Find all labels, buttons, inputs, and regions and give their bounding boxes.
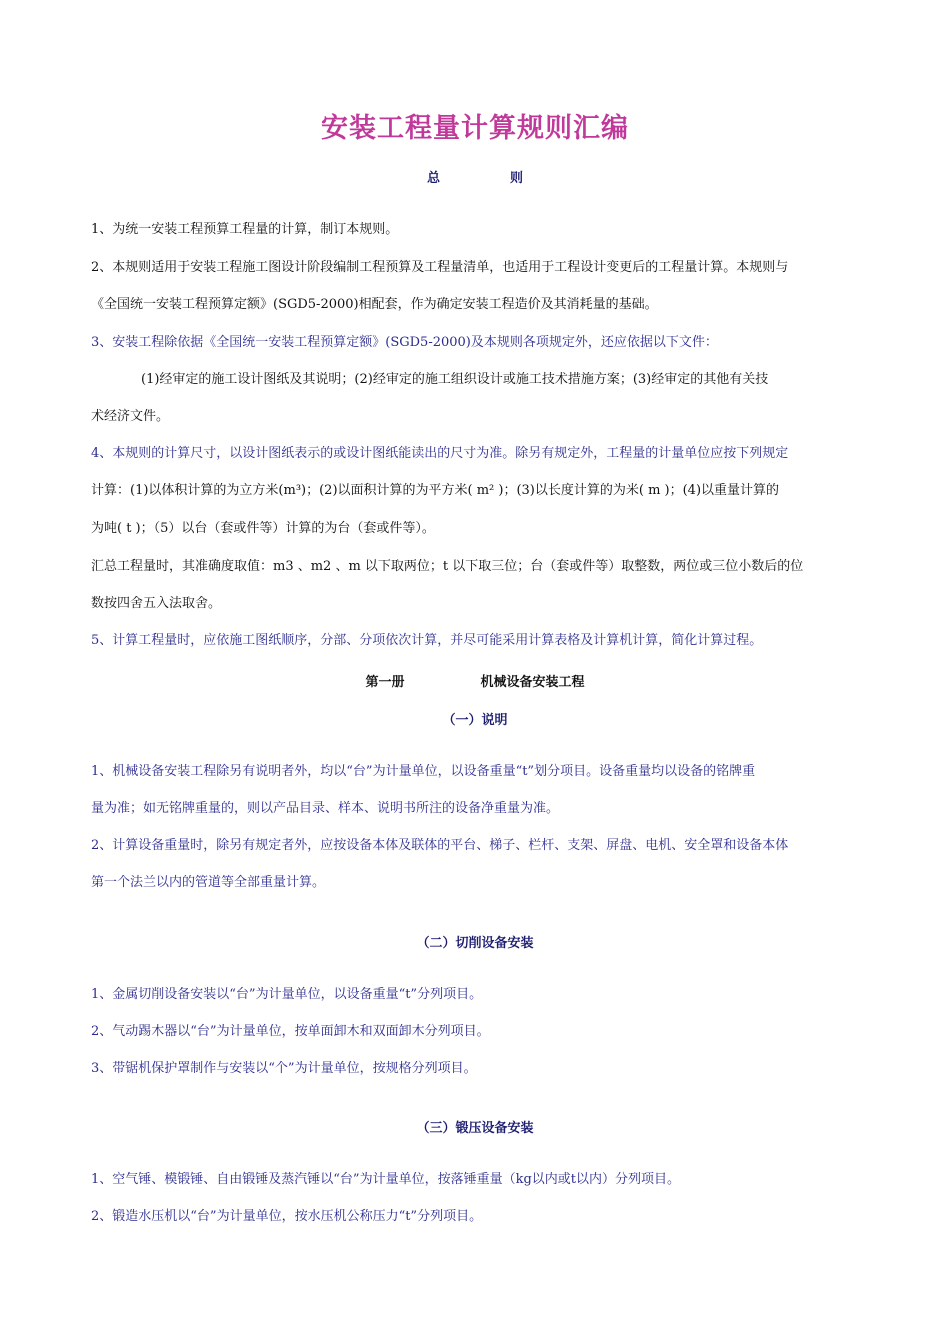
volume1-heading-left: 第一册 [365, 675, 405, 690]
section1-paragraph-2-line-1: 2、计算设备重量时，除另有规定者外，应按设备本体及联体的平台、梯子、栏杆、支架、屏盘、电机、安全罩和设备本体 [91, 838, 789, 853]
section3-paragraph-2: 2、锻造水压机以“台”为计量单位，按水压机公称压力“t”分列项目。 [91, 1209, 483, 1224]
general-paragraph-4-line-3: 为吨( t )；（5）以台（套或件等）计算的为台（套或件等）。 [91, 521, 435, 536]
section3-heading: （三）锻压设备安装 [416, 1121, 534, 1136]
section2-paragraph-1: 1、金属切削设备安装以“台”为计量单位，以设备重量“t”分列项目。 [91, 987, 483, 1002]
general-heading [0, 167, 950, 186]
general-paragraph-4b-line-2: 数按四舍五入法取舍。 [91, 596, 222, 611]
section2-heading: （二）切削设备安装 [416, 936, 534, 951]
general-paragraph-3-sub-line-2: 术经济文件。 [91, 409, 170, 424]
general-paragraph-4-line-1: 4、本规则的计算尺寸，以设计图纸表示的或设计图纸能读出的尺寸为准。除另有规定外，工程量的计量单位应按下列规定 [91, 446, 789, 461]
general-heading-left: 总 [426, 171, 440, 186]
volume1-heading [0, 671, 950, 690]
general-paragraph-4b-line-1: 汇总工程量时，其准确度取值：m3 、m2 、m 以下取两位；t 以下取三位；台（套或件等）取整数，两位或三位小数后的位 [91, 559, 804, 574]
section1-paragraph-1-line-2: 量为准；如无铭牌重量的，则以产品目录、样本、说明书所注的设备净重量为准。 [91, 801, 560, 816]
general-paragraph-5: 5、计算工程量时，应依施工图纸顺序，分部、分项依次计算，并尽可能采用计算表格及计算机计算，简化计算过程。 [91, 633, 763, 648]
section1-paragraph-2-line-2: 第一个法兰以内的管道等全部重量计算。 [91, 875, 326, 890]
section3-paragraph-1: 1、空气锤、模锻锤、自由锻锤及蒸汽锤以“台”为计量单位，按落锤重量（kg以内或t以内）分列项目。 [91, 1172, 680, 1187]
general-heading-right: 则 [510, 171, 524, 186]
document-title: 安装工程量计算规则汇编 [321, 113, 629, 144]
general-paragraph-4-line-2: 计算：(1)以体积计算的为立方米(m³)；(2)以面积计算的为平方米( m² )；(3)以长度计算的为米( m )；(4)以重量计算的 [91, 483, 780, 498]
section2-paragraph-3: 3、带锯机保护罩制作与安装以“个”为计量单位，按规格分列项目。 [91, 1061, 477, 1076]
section2-paragraph-2: 2、气动踢木器以“台”为计量单位，按单面卸木和双面卸木分列项目。 [91, 1024, 490, 1039]
section1-heading: （一）说明 [442, 713, 508, 728]
general-paragraph-1: 1、为统一安装工程预算工程量的计算，制订本规则。 [91, 222, 399, 237]
section1-paragraph-1-line-1: 1、机械设备安装工程除另有说明者外，均以“台”为计量单位，以设备重量“t”划分项目。设备重量均以设备的铭牌重 [91, 764, 756, 779]
volume1-heading-right: 机械设备安装工程 [480, 675, 585, 690]
general-paragraph-2-line-2: 《全国统一安装工程预算定额》(SGD5-2000)相配套，作为确定安装工程造价及其消耗量的基础。 [91, 297, 658, 312]
general-paragraph-3: 3、安装工程除依据《全国统一安装工程预算定额》(SGD5-2000)及本规则各项规定外，还应依据以下文件： [91, 335, 718, 350]
general-paragraph-3-sub-line-1: (1)经审定的施工设计图纸及其说明；(2)经审定的施工组织设计或施工技术措施方案；(3)经审定的其他有关技 [141, 372, 769, 387]
general-paragraph-2-line-1: 2、本规则适用于安装工程施工图设计阶段编制工程预算及工程量清单，也适用于工程设计变更后的工程量计算。本规则与 [91, 260, 789, 275]
